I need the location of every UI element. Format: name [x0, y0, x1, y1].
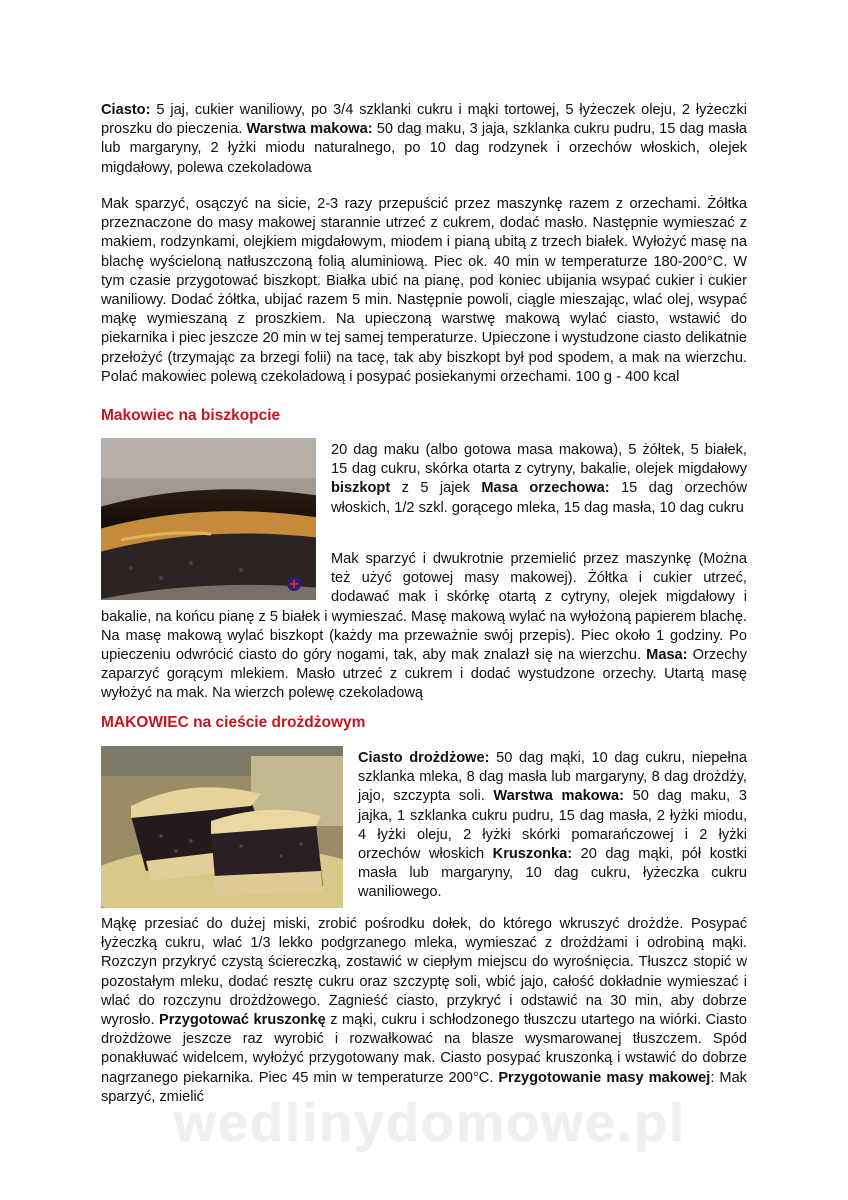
label-ciasto-drozdzowe: Ciasto drożdżowe: — [358, 750, 490, 766]
recipe2-ingredients: Ciasto drożdżowe: 50 dag mąki, 10 dag cukru, niepełna szklanka mleka, 8 dag masła lub margaryny, 8 dag drożdży, jajo, szczypta soli. Warstwa makowa: 50 dag maku, 3 jajka, 1 szklanka cukru pudru, 15 dag masła, 2 łyżki miodu, 4 łyżki oleju, 2 łyżki skórki pomarańczowej i 2 łyżki orzechów włoskich Kruszonka: 20 dag mąki, pół kostki masła lub margaryny, 10 dag cukru, łyżeczka cukru waniliowego. — [358, 750, 747, 901]
recipe1-ingredients: 20 dag maku (albo gotowa masa makowa), 5 żółtek, 5 białek, 15 dag cukru, skórka otarta z cytryny, bakalie, olejek migdałowy biszkopt z 5 jajek Masa orzechowa: 15 dag orzechów włoskich, 1/2 szkl. gorącego mleka, 15 dag masła, 10 dag cukru — [331, 442, 747, 516]
recipe2-method: Mąkę przesiać do dużej miski, zrobić pośrodku dołek, do którego wkruszyć drożdże. Posypać łyżeczką cukru, wlać 1/3 lekko podgrzanego mleka, wymieszać z drożdżami i odrobiną mąki. Rozczyn przykryć czystą ściereczką, zostawić w ciepłym miejscu do wyrośnięcia. Tłuszcz stopić w pozostałym mleku, dodać resztę cukru oraz szczyptę soli, wbić jajo, całość dokładnie wymieszać i wlać do rozczynu drożdżowego. Zagnieść ciasto, przykryć i odstawić na 30 min, aby dobrze wyrosło. Przygotować kruszonkę z mąki, cukru i schłodzonego tłuszczu utartego na wiórki. Ciasto drożdżowe jeszcze raz wyrobić i rozwałkować na blasze wysmarowanej tłuszczem. Spód ponakłuwać widelcem, wyłożyć przygotowany mak. Ciasto posypać kruszonką i wstawić do dobrze nagrzanego piekarnika. Piec 45 min w temperaturze 200°C. Przygotowanie masy makowej: Mak sparzyć, zmielić — [101, 916, 748, 1105]
recipe1-title: Makowiec na biszkopcie — [101, 407, 281, 424]
label-masa-orzechowa: Masa orzechowa: — [481, 480, 610, 497]
label-biszkopt: biszkopt — [331, 480, 391, 497]
label-warstwa-makowa-2: Warstwa makowa: — [493, 788, 624, 805]
intro-ingredients: Ciasto: 5 jaj, cukier waniliowy, po 3/4 szklanki cukru i mąki tortowej, 5 łyżeczek oleju, 2 łyżeczki proszku do pieczenia. Warstwa makowa: 50 dag maku, 3 jaja, szklanka cukru pudru, 15 dag masła lub margaryny, 2 łyżki miodu naturalnego, po 10 dag rodzynek i orzechów włoskich, olejek migdałowy, polewa czekoladowa — [101, 102, 747, 176]
label-przygotowac-kruszonke: Przygotować kruszonkę — [159, 1012, 326, 1029]
label-warstwa-makowa: Warstwa makowa: — [246, 121, 373, 138]
photo-makowiec-drozdzowy — [101, 746, 343, 908]
recipe1-method: Mak sparzyć i dwukrotnie przemielić przez maszynkę (Można też użyć gotowej masy makowej). Żółtka i cukier utrzeć, dodawać mak i skórkę otartą z cytryny, olejek migdałowy i bakalie, na końcu pianę z 5 białek i wymieszać. Masę makową wylać na wyłożoną papierem blachę. Na masę makową wylać biszkopt (każdy ma przeważnie swój przepis). Piec około 1 godziny. Po upieczeniu odwrócić ciasto do góry nogami, tak, aby mak znalazł się na wierzchu. Masa: Orzechy zaparzyć gorącym mlekiem. Masło utrzeć z cukrem i dodać wystudzone orzechy. Utartą masę wyłożyć na mak. Na wierzch polewę czekoladową — [101, 551, 748, 702]
recipe2-title: MAKOWIEC na cieście drożdżowym — [101, 714, 366, 731]
label-ciasto: Ciasto: — [101, 102, 151, 118]
label-kruszonka: Kruszonka: — [492, 846, 573, 863]
intro-method: Mak sparzyć, osączyć na sicie, 2-3 razy przepuścić przez maszynkę razem z orzechami. Żółtka przeznaczone do masy makowej starannie utrzeć z cukrem, dodać masło. Następnie wymieszać z makiem, rodzynkami, olejkiem migdałowym, miodem i pianą ubitą z trzech białek. Wyłożyć masę na blachę wyścieloną natłuszczoną folią aluminiową. Piec ok. 40 min w temperaturze 180-200°C. W tym czasie przygotować biszkopt. Białka ubić na pianę, pod koniec ubijania wsypać cukier i cukier waniliowy. Dodać żółtka, ubijać razem 5 min. Następnie powoli, ciągle mieszając, wlać olej, wsypać mąkę wymieszaną z proszkiem. Na upieczoną warstwę makową wylać ciasto, wstawić do piekarnika i piec jeszcze 20 min w tej samej temperaturze. Upieczone i wystudzone ciasto delikatnie przełożyć (trzymając za brzegi folii) na tacę, tak aby biszkopt był pod spodem, a mak na wierzchu. Polać makowiec polewą czekoladową i posypać posiekanymi orzechami. 100 g - 400 kcal — [101, 196, 747, 385]
label-masa: Masa: — [646, 647, 688, 664]
watermark: wedlinydomowe.pl — [173, 1093, 687, 1153]
label-przygotowanie-masy: Przygotowanie masy makowej — [498, 1069, 711, 1086]
